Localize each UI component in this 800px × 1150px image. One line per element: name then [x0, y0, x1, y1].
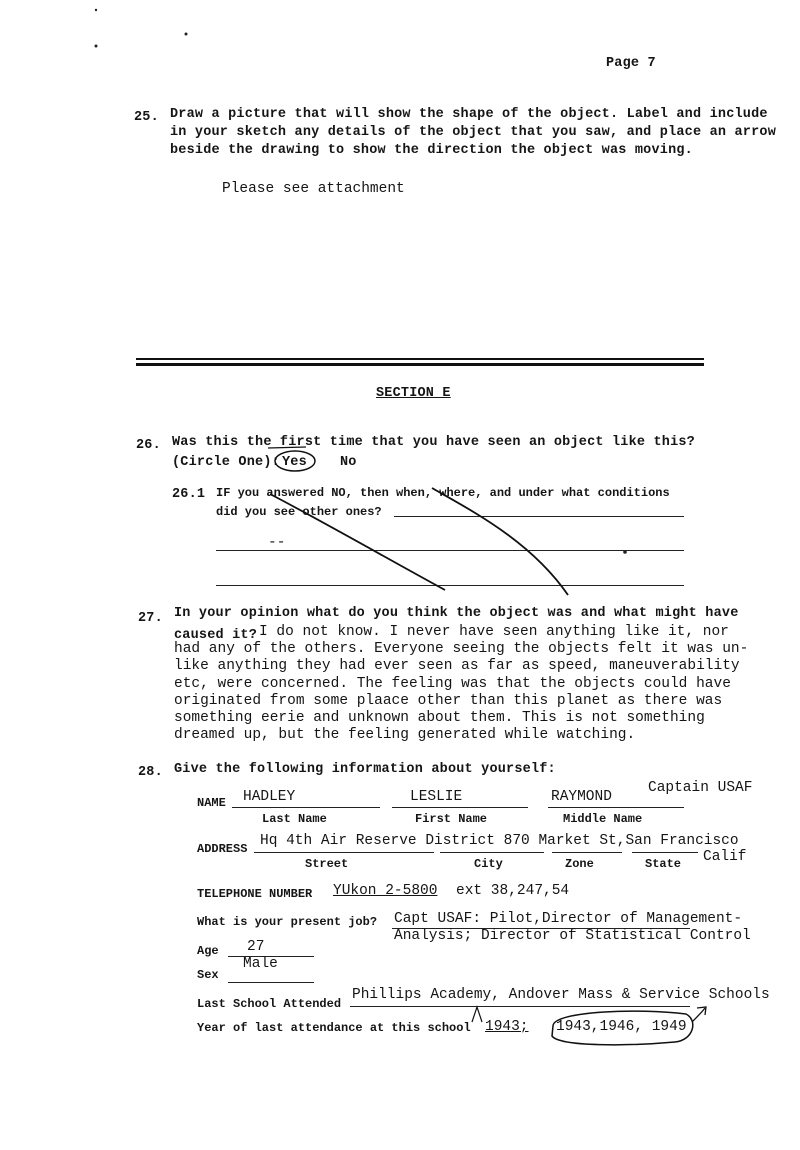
q26-1-line-2: did you see other ones?: [216, 505, 382, 519]
q25-line-1: Draw a picture that will show the shape of the object. Label and include: [170, 107, 768, 122]
address-value: Hq 4th Air Reserve District 870 Market St,San Francisco: [260, 833, 739, 849]
job-value-line-1: Capt USAF: Pilot,Director of Management-: [394, 911, 743, 927]
age-label: Age: [197, 944, 219, 958]
telephone-ext-value: ext 38,247,54: [456, 883, 570, 899]
q27-question-line-2: caused it?: [174, 628, 258, 643]
q26-answer-no: No: [340, 455, 357, 470]
year-first-value: 1943;: [485, 1019, 529, 1035]
first-underline-mark: [268, 447, 306, 448]
arrow-mark: [692, 1008, 705, 1022]
job-label: What is your present job?: [197, 915, 378, 929]
q25-line-2: in your sketch any details of the object that you saw, and place an arrow: [170, 125, 776, 140]
telephone-label: TELEPHONE NUMBER: [197, 887, 313, 901]
q28-question: Give the following information about yourself:: [174, 762, 556, 777]
strikeout-stroke-2: [432, 488, 568, 595]
q27-answer-line-3: like anything they had ever seen as far as speed, maneuverability: [174, 658, 740, 674]
q27-answer-line-2: had any of the others. Everyone seeing the objects felt it was un-: [174, 641, 749, 657]
year-label: Year of last attendance at this school: [197, 1021, 471, 1035]
school-value: Phillips Academy, Andover Mass & Service Schools: [352, 987, 770, 1003]
street-label: Street: [305, 857, 349, 871]
city-label: City: [474, 857, 503, 871]
page-number: Page 7: [606, 56, 656, 71]
name-label: NAME: [197, 796, 226, 810]
q26-1-dash: --: [268, 535, 286, 551]
q26-1-line-1: IF you answered NO, then when, where, and under what conditions: [216, 486, 670, 500]
q25-answer: Please see attachment: [222, 181, 405, 197]
section-title: SECTION E: [376, 386, 451, 401]
rank-value: Captain USAF: [648, 780, 753, 796]
speck-4: [623, 550, 627, 554]
first-name-label: First Name: [415, 812, 488, 826]
q26-question: Was this the first time that you have seen an object like this?: [172, 435, 695, 450]
q26-1-number: 26.1: [172, 487, 206, 502]
q25-number: 25.: [134, 110, 159, 125]
yes-circle-mark: [275, 451, 315, 471]
q27-answer-line-5: originated from some plaace other than this planet as there was: [174, 693, 723, 709]
sex-label: Sex: [197, 968, 219, 982]
q26-number: 26.: [136, 438, 161, 453]
age-value: 27: [247, 939, 265, 955]
q27-question-line-1: In your opinion what do you think the object was and what might have: [174, 606, 739, 621]
year-others-value: 1943,1946, 1949: [556, 1019, 687, 1035]
school-caret-mark: [472, 1007, 482, 1022]
school-label: Last School Attended: [197, 997, 342, 1011]
q27-answer-line-4: etc, were concerned. The feeling was that the objects could have: [174, 676, 731, 692]
middle-name-value: RAYMOND: [551, 789, 612, 805]
q26-answer-yes: Yes: [282, 455, 307, 470]
address-label: ADDRESS: [197, 842, 248, 856]
q27-answer-line-7: dreamed up, but the feeling generated while watching.: [174, 727, 636, 743]
middle-name-label: Middle Name: [563, 812, 643, 826]
q28-number: 28.: [138, 765, 163, 780]
last-name-value: HADLEY: [243, 789, 296, 805]
speck-3: [185, 33, 188, 36]
state-label: State: [645, 857, 682, 871]
last-name-label: Last Name: [262, 812, 327, 826]
strikeout-stroke-1: [270, 494, 445, 590]
q27-answer-line-1: I do not know. I never have seen anything like it, nor: [259, 624, 729, 640]
first-name-value: LESLIE: [410, 789, 463, 805]
zone-label: Zone: [565, 857, 594, 871]
years-circle-mark: [552, 1011, 693, 1045]
q27-answer-line-6: something eerie and unknown about them. This is not something: [174, 710, 705, 726]
speck-1: [95, 9, 97, 11]
sex-value: Male: [243, 956, 278, 972]
job-value-line-2: Analysis; Director of Statistical Control: [394, 928, 751, 944]
q27-number: 27.: [138, 611, 163, 626]
address-state-value: Calif: [703, 849, 747, 865]
q26-circle-label: (Circle One):: [172, 455, 280, 470]
telephone-value: YUkon 2-5800: [333, 883, 438, 899]
q25-line-3: beside the drawing to show the direction the object was moving.: [170, 143, 693, 158]
speck-2: [95, 45, 98, 48]
